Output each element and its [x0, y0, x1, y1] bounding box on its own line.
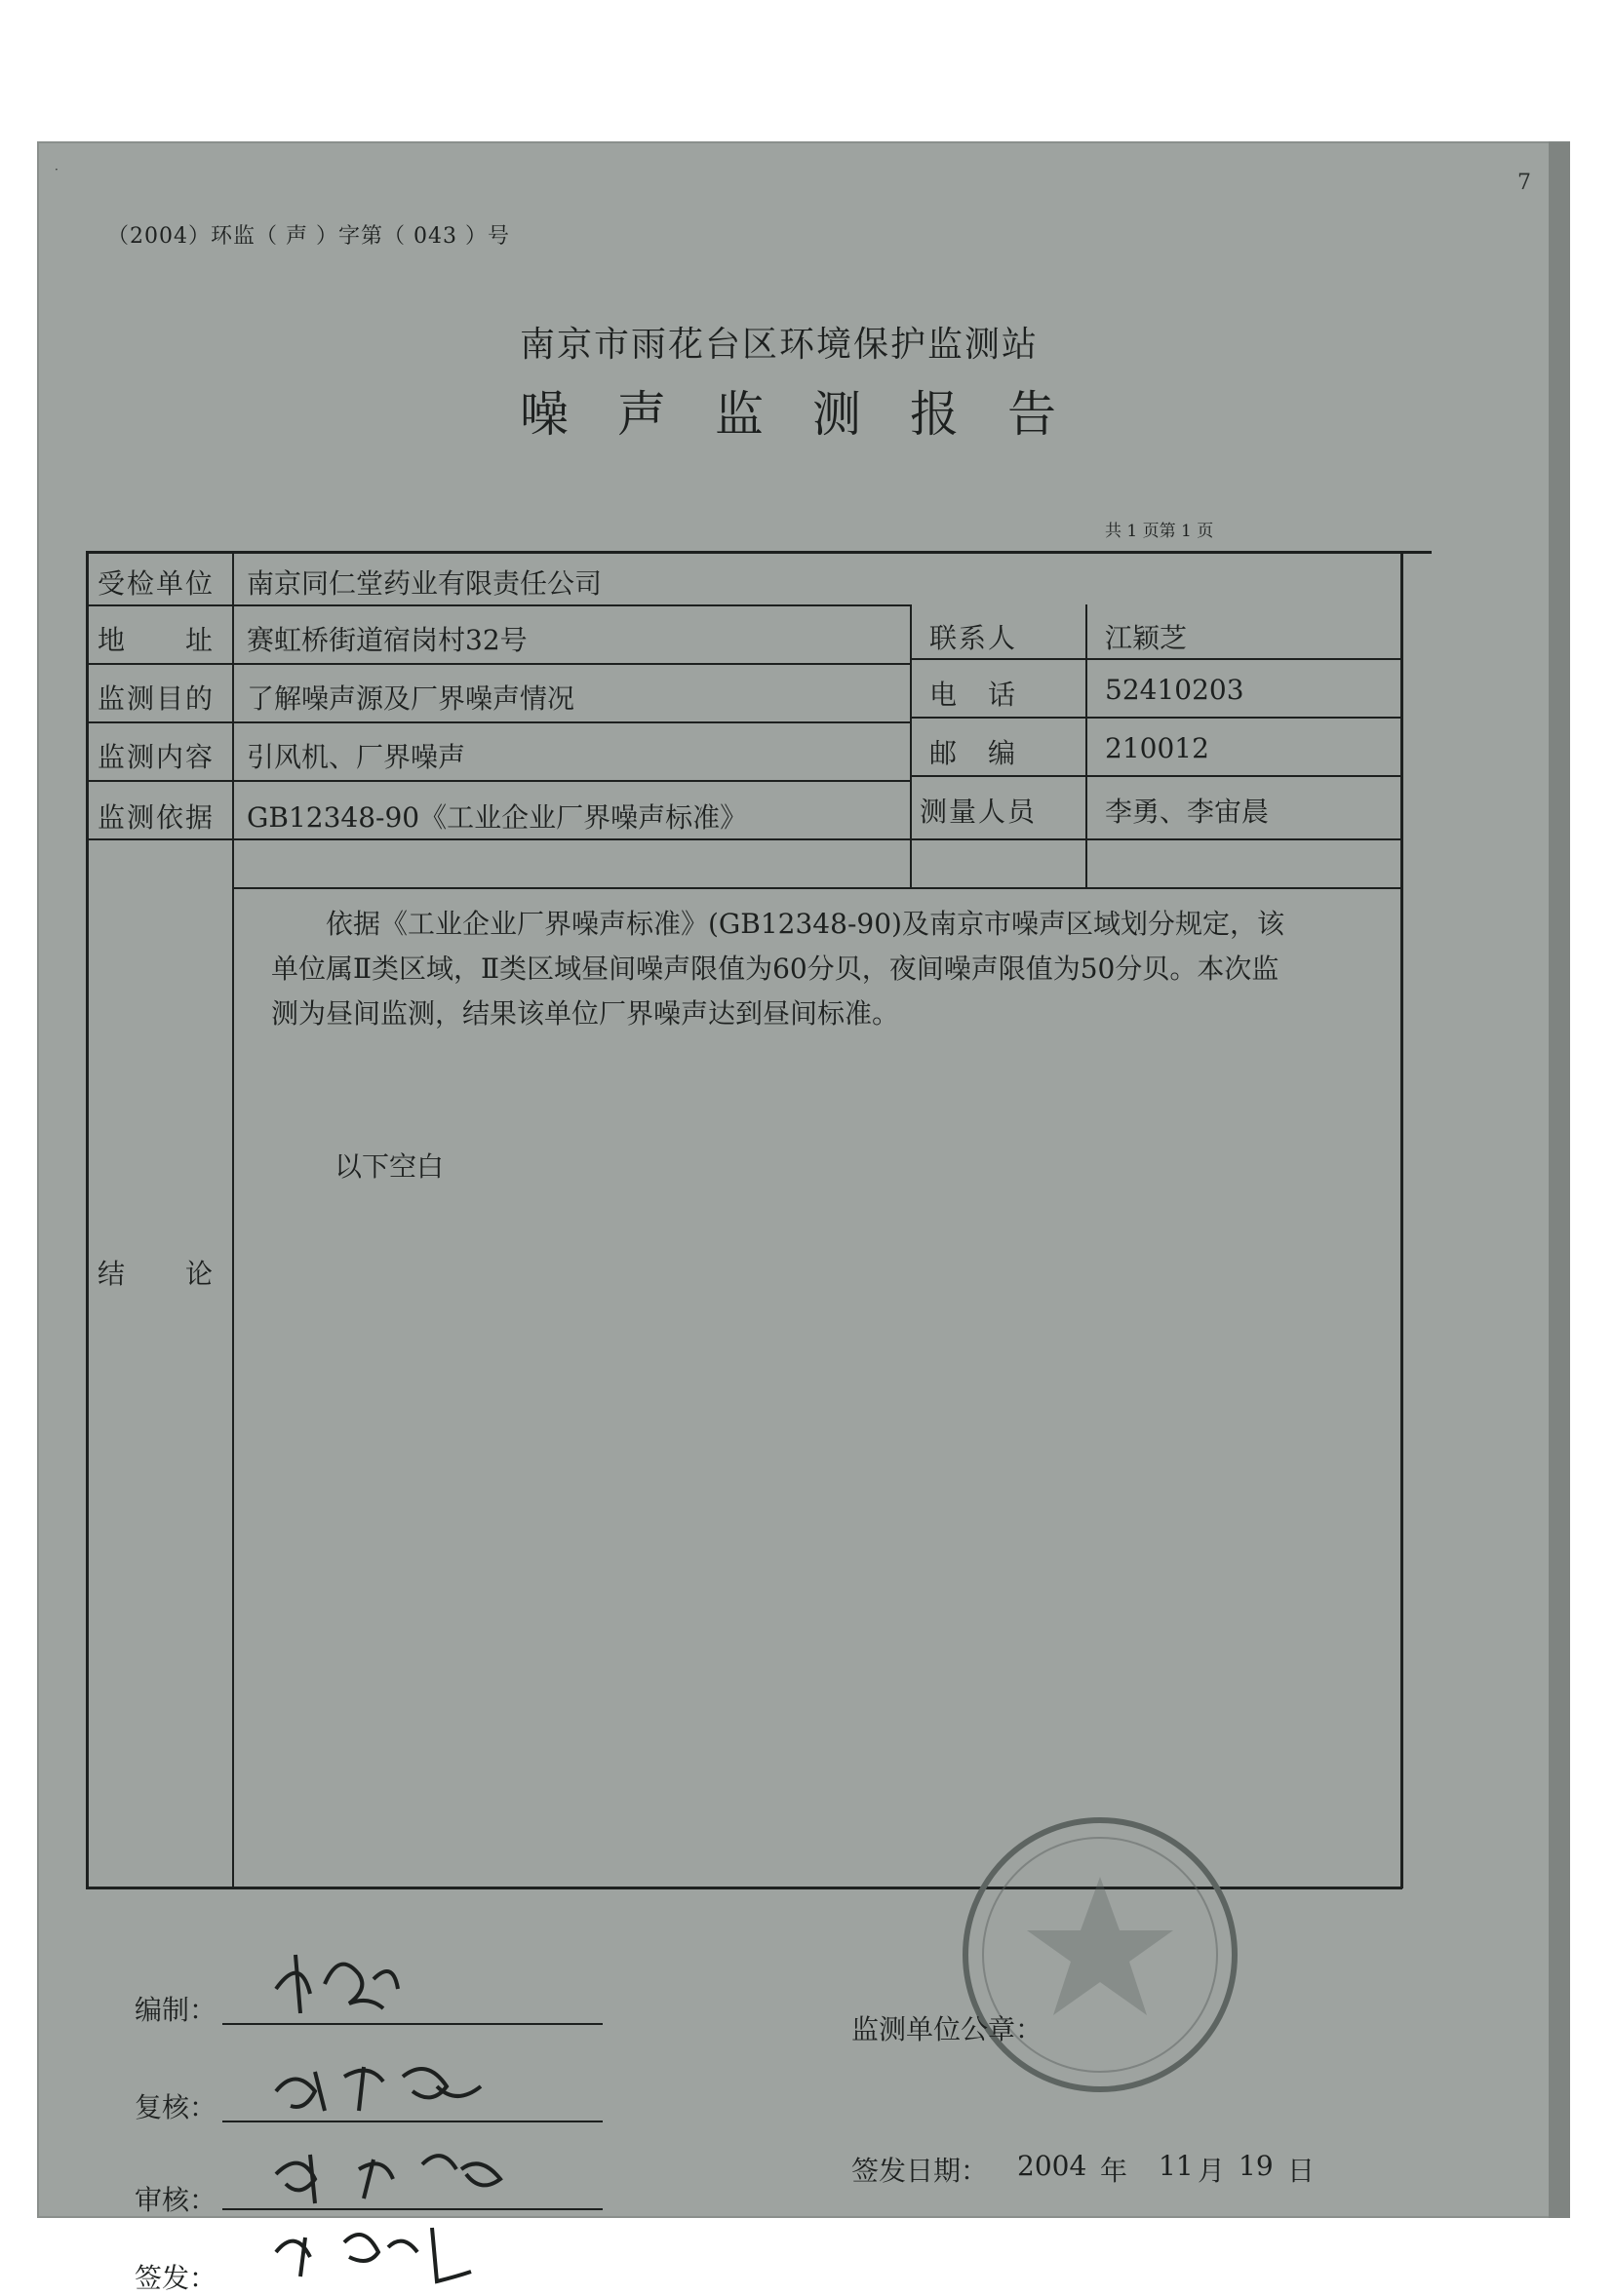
- seal-label: 监测单位公章：: [851, 2013, 1043, 2045]
- value-contact: 江颖芝: [1105, 622, 1188, 654]
- conclusion-text: 依据《工业企业厂界噪声标准》(GB12348-90)及南京市噪声区域划分规定，该单位属Ⅱ类区域，Ⅱ类区域昼间噪声限值为60分贝，夜间噪声限值为50分贝。本次监测为昼间监测，结果该单位厂界噪声达到昼间标准。: [271, 908, 1284, 1030]
- organization-name: 南京市雨花台区环境保护监测站: [520, 325, 1040, 365]
- issue-month: 11: [1159, 2150, 1194, 2182]
- page-count: 共 1 页第 1 页: [1105, 522, 1214, 541]
- report-title: 噪声监测报告: [520, 386, 1105, 443]
- value-basis: GB12348-90《工业企业厂界噪声标准》: [247, 801, 748, 834]
- label-reviewed-by: 复核：: [135, 2091, 217, 2123]
- official-seal-stamp: [954, 1809, 1246, 2101]
- label-conclusion: 结 论: [98, 1258, 216, 1290]
- label-basis: 监测依据: [98, 801, 216, 834]
- corner-mark: ·: [55, 163, 59, 176]
- year-unit: 年: [1100, 2155, 1128, 2187]
- issue-date-label: 签发日期：: [851, 2155, 989, 2187]
- blank-note: 以下空白: [334, 1150, 445, 1183]
- scan-edge-shadow: [1549, 141, 1570, 2218]
- scanned-report-page: [37, 141, 1570, 2294]
- signature-compiled: [266, 1945, 500, 2023]
- label-compiled-by: 编制：: [135, 1994, 217, 2026]
- value-address: 赛虹桥街道宿岗村32号: [247, 624, 528, 656]
- label-surveyors: 测量人员: [920, 796, 1038, 828]
- label-phone: 电 话: [929, 679, 1018, 711]
- value-purpose: 了解噪声源及厂界噪声情况: [247, 682, 575, 715]
- issue-year: 2004: [1017, 2150, 1087, 2182]
- signature-audited: [266, 2135, 539, 2213]
- signature-reviewed: [266, 2047, 520, 2125]
- signature-line: [222, 2023, 603, 2025]
- value-content: 引风机、厂界噪声: [247, 741, 466, 773]
- label-inspected-unit: 受检单位: [98, 567, 216, 600]
- value-inspected-unit: 南京同仁堂药业有限责任公司: [247, 567, 603, 600]
- issue-day: 19: [1239, 2150, 1274, 2182]
- day-unit: 日: [1287, 2155, 1316, 2187]
- document-number: （2004）环监（ 声 ）字第（ 043 ）号: [107, 224, 510, 249]
- label-issued-by: 签发：: [135, 2262, 217, 2294]
- value-postcode: 210012: [1105, 732, 1209, 764]
- label-contact: 联系人: [929, 622, 1018, 654]
- signature-issued: [266, 2213, 520, 2291]
- value-surveyors: 李勇、李宙晨: [1105, 796, 1270, 828]
- label-purpose: 监测目的: [98, 682, 216, 715]
- value-phone: 52410203: [1105, 674, 1244, 706]
- label-content: 监测内容: [98, 741, 216, 773]
- label-address: 地 址: [98, 624, 216, 656]
- label-postcode: 邮 编: [929, 737, 1018, 769]
- label-audited-by: 审核：: [135, 2184, 217, 2216]
- month-unit: 月: [1198, 2155, 1226, 2187]
- page-mark: 7: [1517, 171, 1531, 195]
